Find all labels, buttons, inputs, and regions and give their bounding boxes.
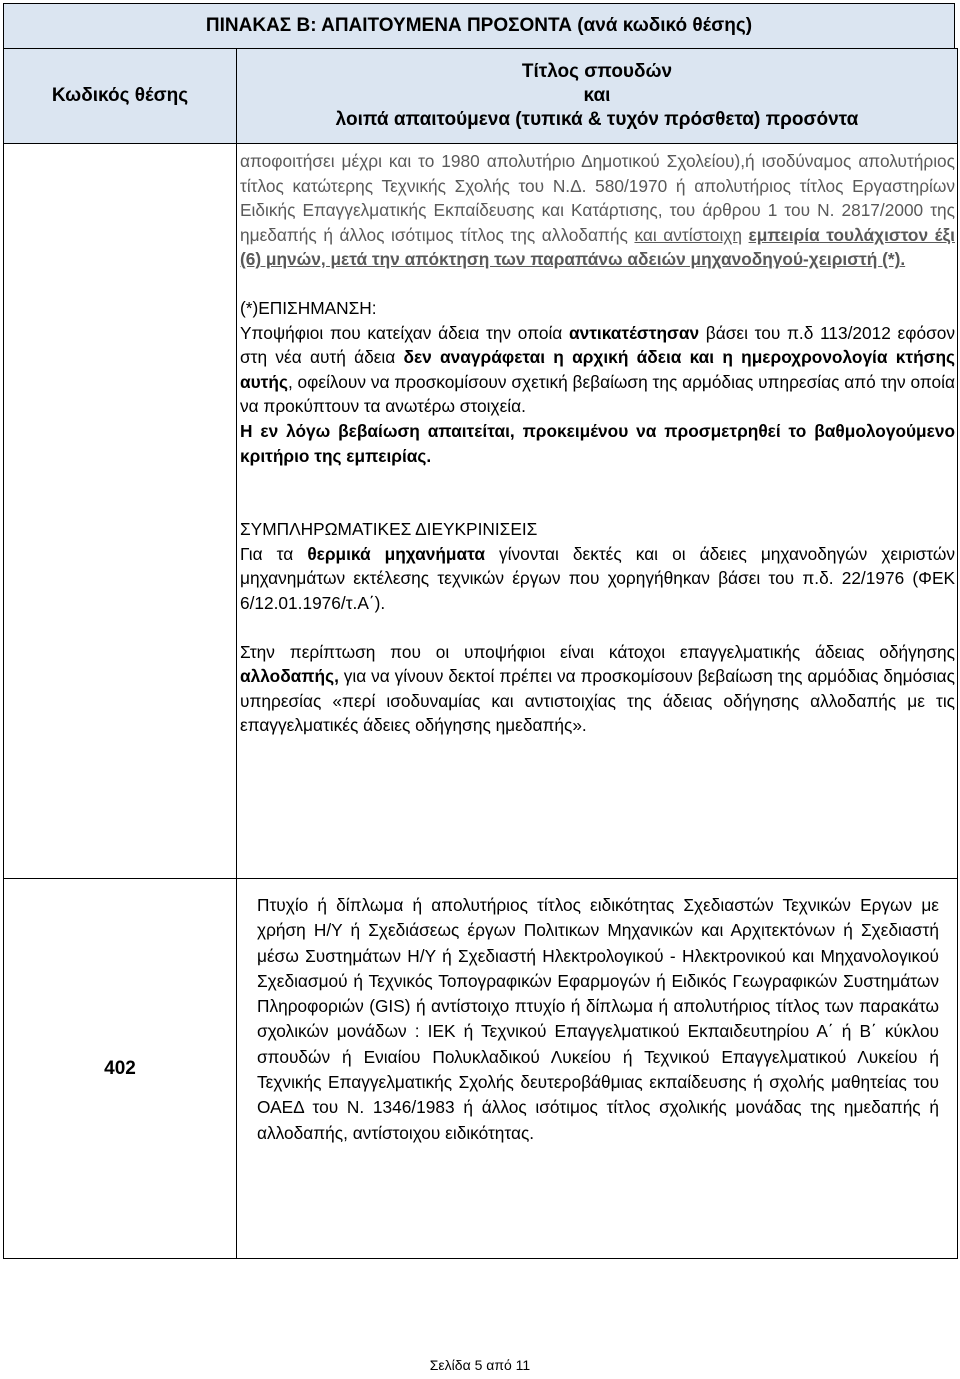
case-text-2: για να γίνουν δεκτοί πρέπει να προσκομίσουν βεβαίωση της αρμόδιας δημόσιας υπηρεσίας «περί ισοδυναμίας και αντιστοιχίας της άδειας οδήγησης αλλοδαπής με τις επαγγελματικές άδειες οδήγησης ημεδαπής». (240, 666, 955, 736)
position-requirements: Πτυχίο ή δίπλωμα ή απολυτήριος τίτλος ειδικότητας Σχεδιαστών Τεχνικών Εργων με χρήση Η/Υ ή Σχεδιάσεως έργων Πολιτικων Μηχανικών και Αρχιτεκτόνων ή Σχεδιαστή μέσω Συστημάτων Η/Υ ή Σχεδιαστή Ηλεκτρολογικού - Ηλεκτρονικού και Μηχανολογικού Σχεδιασμού ή Τεχνικός Τοπογραφικών Εφαρμογών ή Ειδικός Γεωγραφικών Συστημάτων Πληροφοριών (GIS) ή αντίστοιχο πτυχίο ή δίπλωμα ή απολυτήριος τίτλος των παρακάτω σχολικών μονάδων : ΙΕΚ ή Τεχνικού Επαγγελματικού Εκπαιδευτηρίου Α΄ ή Β΄ κύκλου σπουδών ή Ενιαίου Πολυκλαδικού Λυκείου ή Τεχνικού Επαγγελματικού Λυκείου ή Τεχνικής Επαγγελματικής Σχολής δευτεροβάθμιας εκπαίδευσης ή σχολής μαθητείας του ΟΑΕΔ του Ν. 1346/1983 ή άλλος ισότιμος τίτλος σχολικής μονάδας της ημεδαπής ή αλλοδαπής, αντίστοιχου ειδικότητας. (237, 879, 958, 1259)
requirements-underlined: και αντίστοιχη (634, 224, 742, 245)
note-bold-1: αντικατέστησαν (568, 322, 700, 343)
note-text-1: Υποψήφιοι που κατείχαν άδεια την οποία (240, 322, 569, 343)
note-bold-paragraph: Η εν λόγω βεβαίωση απαιτείται, προκειμένου να προσμετρηθεί το βαθμολογούμενο κριτήριο της εμπειρίας. (240, 420, 955, 466)
experience-requirement: εμπειρία τουλάχιστον έξι (6) μηνών, μετά την απόκτηση των παραπάνω αδειών μηχανοδηγού-χειριστή (*). (240, 224, 955, 270)
position-code: 402 (4, 879, 237, 1259)
table-row (4, 144, 958, 879)
table-header-row (4, 49, 958, 144)
row1-code-cell (4, 144, 237, 879)
case-text-1: Στην περίπτωση που οι υποψήφιοι είναι κάτοχοι επαγγελματικής άδειας οδήγησης (240, 641, 955, 662)
note-text-3: , οφείλουν να προσκομίσουν σχετική βεβαίωση της αρμόδιας υπηρεσίας από την οποία να προκύπτουν τα ανωτέρω στοιχεία. (240, 371, 955, 417)
note-heading: (*)ΕΠΙΣΗΜΑΝΣΗ: (240, 297, 377, 318)
note-text-2: βάσει του π.δ 113/2012 εφόσον στη νέα αυτή άδεια (240, 322, 955, 368)
case-bold-1: αλλοδαπής, (240, 666, 339, 687)
header-title-line2: και (583, 85, 611, 106)
supplementary-paragraph (240, 542, 955, 616)
requirements-text: αποφοιτήσει μέχρι και το 1980 απολυτήριο Δημοτικού Σχολείου),ή ισοδύναμος απολυτήριος τίτλος κατώτερης Τεχνικής Σχολής του Ν.Δ. 580/1970 ή απολυτήριος τίτλος Εργαστηρίων Ειδικής Επαγγελματικής Εκπαίδευσης και Κατάρτισης, του άρθρου 1 του Ν. 2817/2000 της ημεδαπής ή άλλος ισότιμος τίτλος της αλλοδαπής (240, 151, 955, 245)
foreign-license-paragraph (240, 640, 955, 738)
supplementary-heading: ΣΥΜΠΛΗΡΩΜΑΤΙΚΕΣ ΔΙΕΥΚΡΙΝΙΣΕΙΣ (240, 519, 538, 540)
page-footer: Σελίδα 5 από 11 (429, 1357, 531, 1373)
supp-text-1: Για τα (240, 543, 308, 564)
qualifications-table (3, 48, 958, 1259)
header-title-column (237, 49, 958, 144)
header-title-line1: Τίτλος σπουδών (521, 61, 673, 82)
row1-text-cell (237, 144, 958, 879)
header-title-line3: λοιπά απαιτούμενα (τυπικά & τυχόν πρόσθετα) προσόντα (335, 109, 859, 130)
note-bold-2: δεν αναγράφεται η αρχική άδεια και η ημεροχρονολογία κτήσης αυτής (240, 347, 956, 392)
supp-text-2: γίνονται δεκτές και οι άδειες μηχανοδηγών χειριστών μηχανημάτων εκτέλεσης τεχνικών έργων που χορηγήθηκαν βάσει του π.δ. 22/1976 (ΦΕΚ 6/12.01.1976/τ.Α΄). (240, 543, 956, 613)
table-row (4, 879, 958, 1259)
requirements-paragraph (240, 149, 955, 272)
note-paragraph (240, 321, 955, 419)
document-page (3, 3, 955, 1259)
supp-bold-1: θερμικά μηχανήματα (307, 543, 485, 564)
header-code-column: Κωδικός θέσης (4, 49, 237, 144)
table-title: ΠΙΝΑΚΑΣ Β: ΑΠΑΙΤΟΥΜΕΝΑ ΠΡΟΣΟΝΤΑ (ανά κωδικό θέσης) (3, 3, 955, 48)
